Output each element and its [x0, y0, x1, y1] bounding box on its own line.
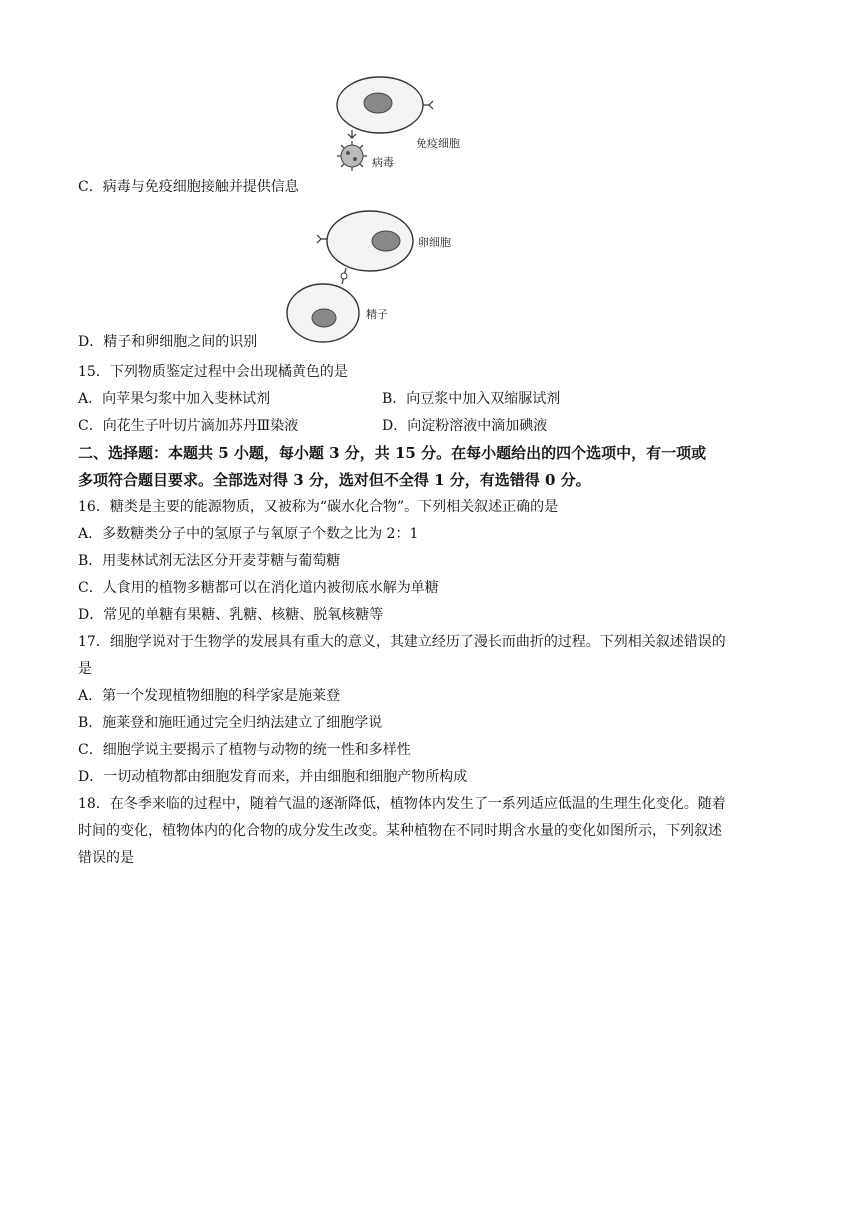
sperm-label: 精子 — [366, 308, 388, 321]
q17-option-c: C．细胞学说主要揭示了植物与动物的统一性和多样性 — [78, 742, 411, 758]
q18-stem-line2: 时间的变化，植物体内的化合物的成分发生改变。某种植物在不同时期含水量的变化如图所示，下列叙述 — [78, 823, 722, 839]
q15-stem: 15．下列物质鉴定过程中会出现橘黄色的是 — [78, 364, 348, 380]
q14-option-c: C．病毒与免疫细胞接触并提供信息 — [78, 179, 299, 195]
q18-stem-line3: 错误的是 — [78, 850, 134, 866]
section-heading-line1: 二、选择题：本题共 5 小题，每小题 3 分，共 15 分。在每小题给出的四个选项中，有一项或 — [78, 444, 707, 462]
q15-option-a: A．向苹果匀浆中加入斐林试剂 — [78, 391, 271, 407]
q16-option-a: A．多数糖类分子中的氢原子与氧原子个数之比为 2：1 — [78, 526, 419, 542]
q17-option-d: D．一切动植物都由细胞发育而来，并由细胞和细胞产物所构成 — [78, 769, 468, 785]
q14-option-d: D．精子和卵细胞之间的识别 — [78, 334, 258, 350]
virus-label: 病毒 — [372, 156, 394, 169]
q16-option-b: B．用斐林试剂无法区分开麦芽糖与葡萄糖 — [78, 553, 341, 569]
immune-cell-figure — [320, 74, 480, 194]
section-heading-line2: 多项符合题目要求。全部选对得 3 分，选对但不全得 1 分，有选错得 0 分。 — [78, 471, 591, 489]
q17-stem-line1: 17．细胞学说对于生物学的发展具有重大的意义，其建立经历了漫长而曲折的过程。下列相关叙述错误的 — [78, 634, 726, 650]
q15-option-d: D．向淀粉溶液中滴加碘液 — [382, 418, 548, 434]
q16-stem: 16．糖类是主要的能源物质，又被称为“碳水化合物”。下列相关叙述正确的是 — [78, 499, 559, 515]
recognition-site — [341, 273, 347, 279]
egg-nucleus — [372, 231, 400, 251]
q16-option-d: D．常见的单糖有果糖、乳糖、核糖、脱氧核糖等 — [78, 607, 384, 623]
virus-icon — [337, 141, 367, 171]
sperm-nucleus — [312, 309, 336, 327]
q16-option-c: C．人食用的植物多糖都可以在消化道内被彻底水解为单糖 — [78, 580, 439, 596]
q17-option-b: B．施莱登和施旺通过完全归纳法建立了细胞学说 — [78, 715, 383, 731]
immune-cell-label: 免疫细胞 — [416, 137, 460, 150]
q17-option-a: A．第一个发现植物细胞的科学家是施莱登 — [78, 688, 341, 704]
q17-stem-line2: 是 — [78, 661, 92, 677]
q15-option-b: B．向豆浆中加入双缩脲试剂 — [382, 391, 561, 407]
q15-option-c: C．向花生子叶切片滴加苏丹Ⅲ染液 — [78, 418, 299, 434]
q18-stem-line1: 18．在冬季来临的过程中，随着气温的逐渐降低，植物体内发生了一系列适应低温的生理生化变化。随着 — [78, 796, 726, 812]
fertilization-figure — [280, 206, 460, 346]
receptor-virus-link — [348, 130, 356, 138]
receptor — [423, 101, 433, 109]
immune-cell-nucleus — [364, 93, 392, 113]
egg-receptor — [317, 235, 327, 243]
egg-label: 卵细胞 — [418, 236, 451, 249]
